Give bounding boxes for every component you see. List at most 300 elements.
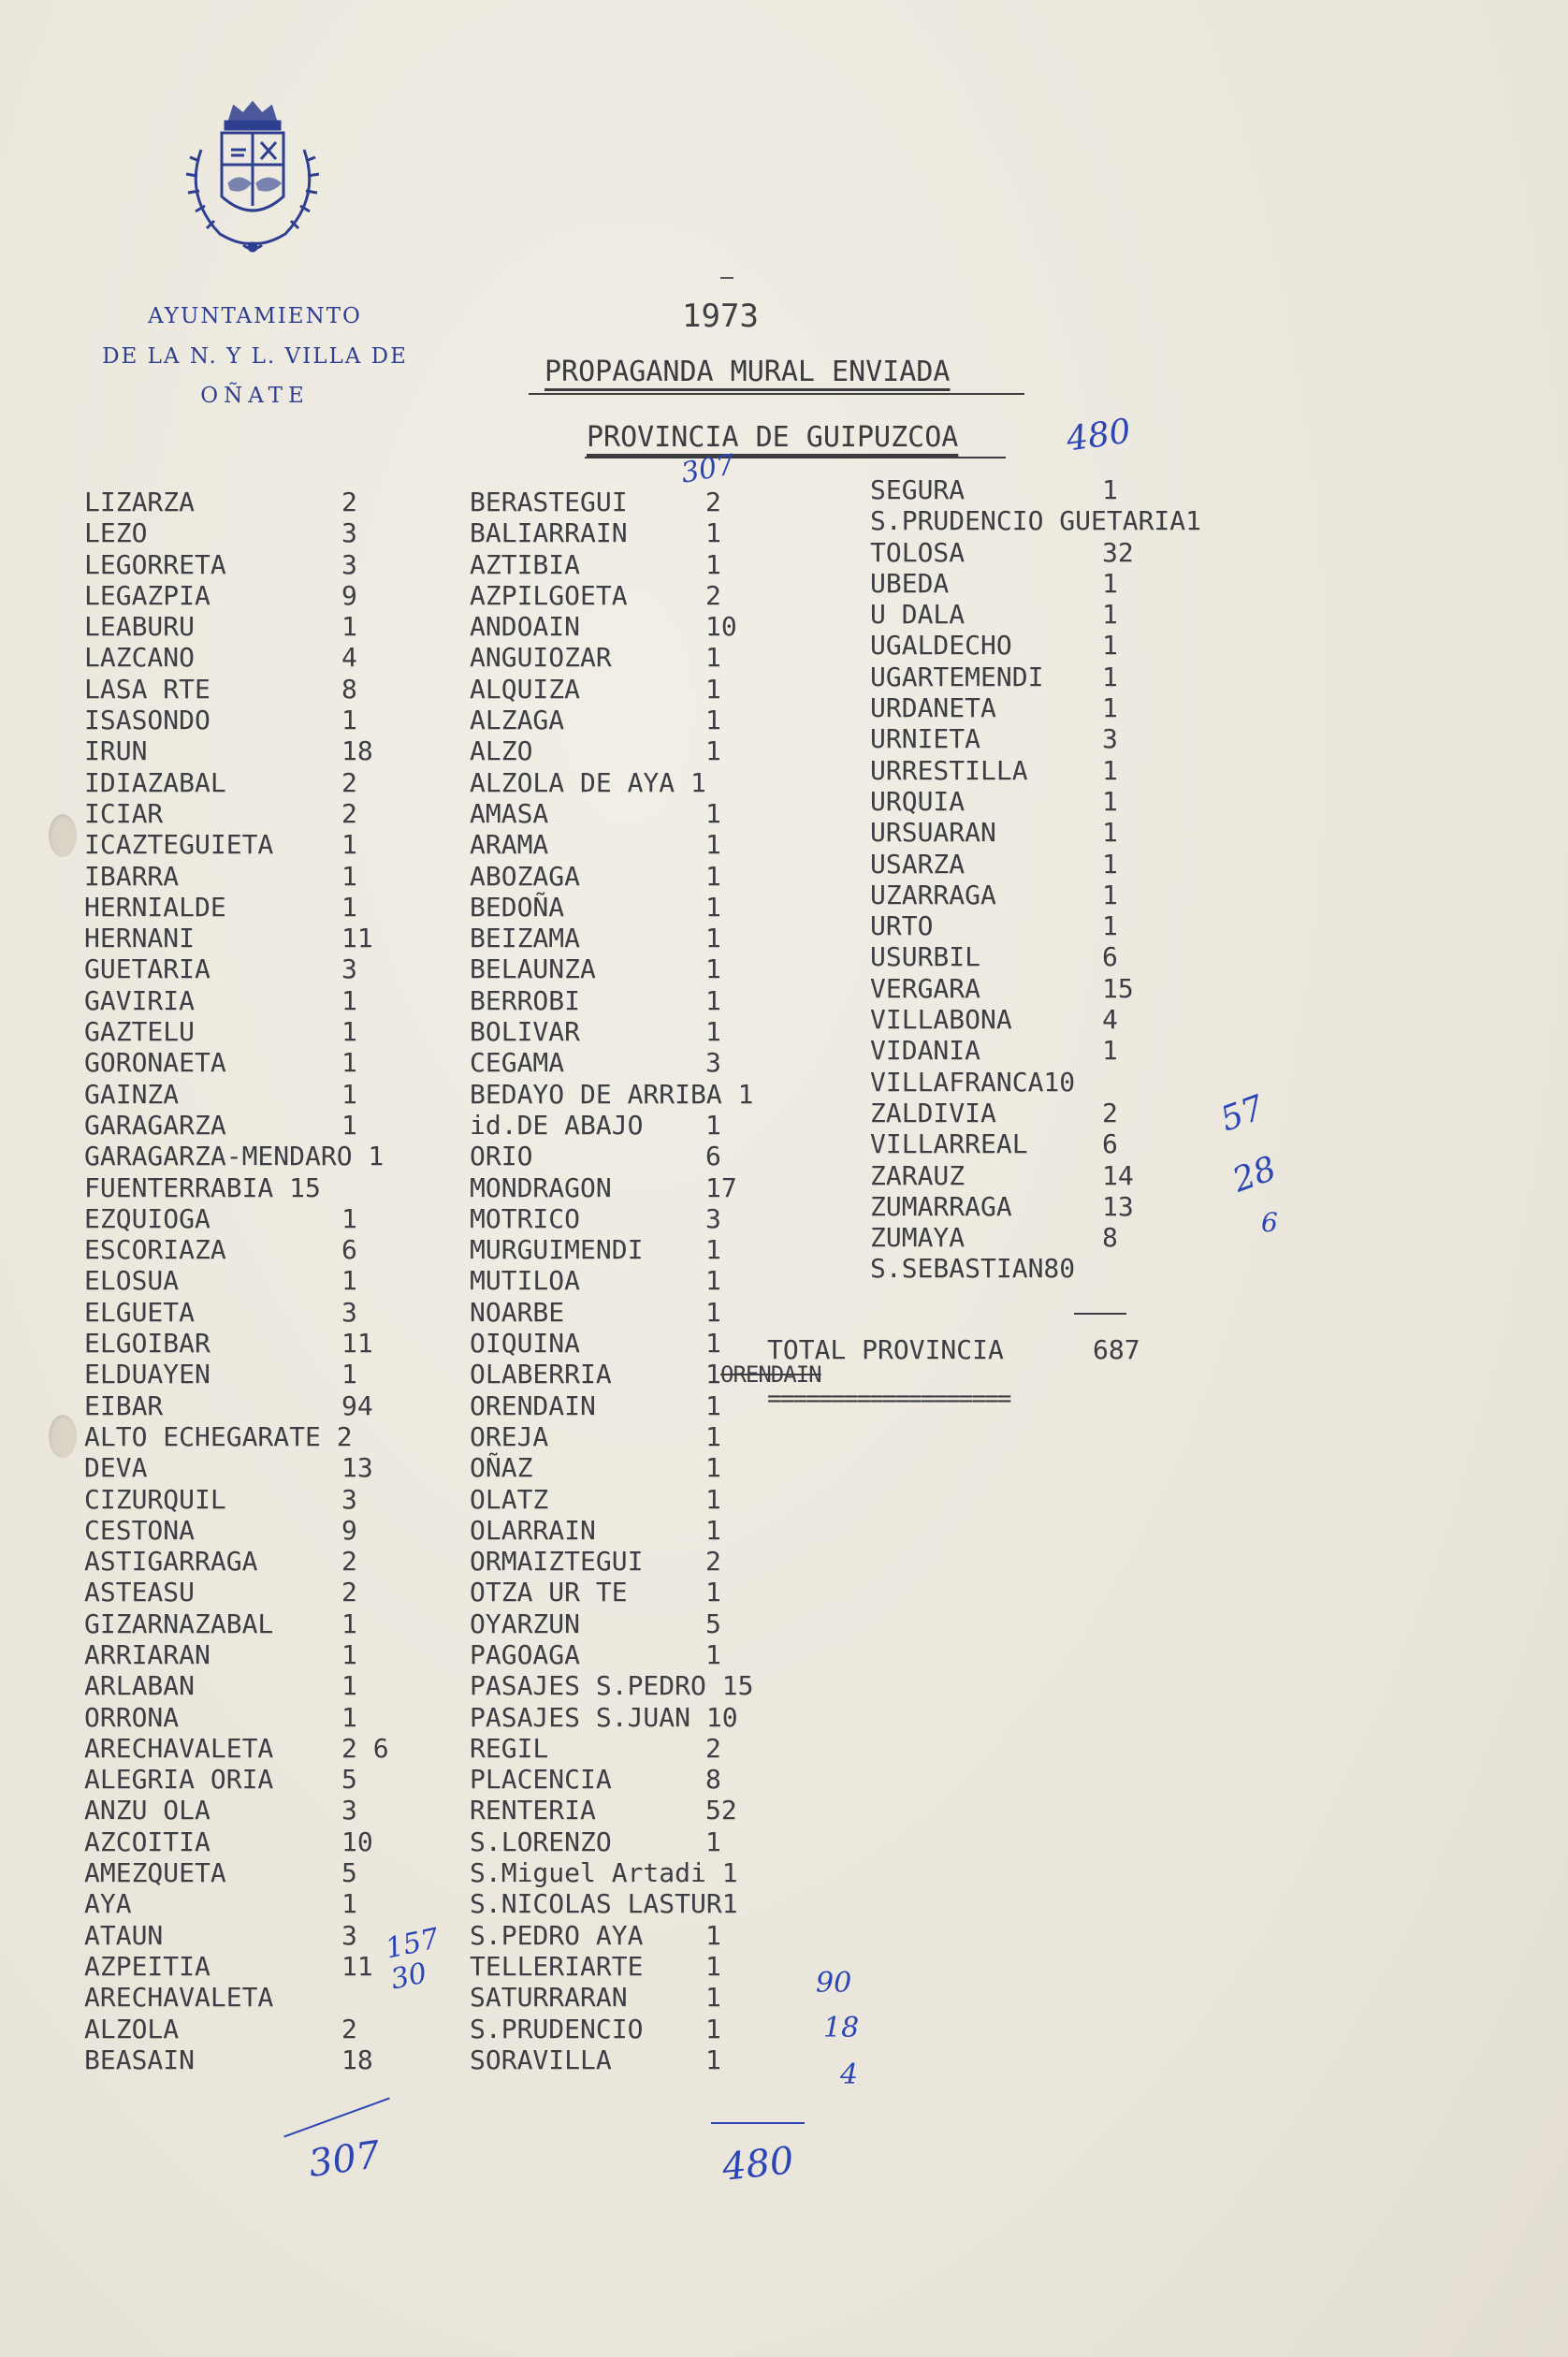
- list-item: [84, 1857, 421, 1888]
- list-item: [84, 735, 421, 766]
- municipality-name: OTZA UR TE: [470, 1577, 628, 1608]
- poster-count: 1: [341, 891, 357, 923]
- punch-hole-bottom: [49, 1415, 77, 1458]
- list-item: [84, 829, 421, 860]
- list-item: [870, 1004, 1263, 1035]
- list-item: [84, 1047, 421, 1078]
- municipality-name: MONDRAGON: [470, 1171, 612, 1203]
- handwritten-top-right: 480: [1064, 412, 1134, 459]
- municipality-name: ARECHAVALETA: [84, 1982, 274, 2014]
- list-item: [470, 1733, 825, 1764]
- municipality-name: URTO: [870, 910, 934, 942]
- poster-count: 1: [1102, 567, 1118, 599]
- list-item: [84, 1265, 421, 1296]
- subtitle-rule: [585, 457, 1006, 458]
- total-double-rule: ===================: [767, 1385, 1010, 1413]
- municipality-name: LEZO: [84, 517, 148, 549]
- municipality-name: AYA: [84, 1888, 132, 1920]
- list-item: [470, 953, 825, 984]
- municipality-name: AZPEITIA: [84, 1950, 211, 1982]
- list-item: [870, 537, 1263, 568]
- poster-count: 2: [341, 2013, 357, 2044]
- municipality-name: AMEZQUETA: [84, 1857, 226, 1889]
- handwritten-top-mid: 307: [678, 448, 737, 490]
- handwritten-note-c3: 6: [1261, 1207, 1278, 1238]
- poster-count: 1: [341, 1078, 357, 1110]
- poster-count: 2 6: [341, 1732, 389, 1764]
- poster-count: 9: [341, 579, 357, 611]
- municipality-name: BERROBI: [470, 984, 581, 1016]
- list-item: [870, 849, 1263, 880]
- poster-count: 1: [705, 1638, 721, 1670]
- list-item: [84, 953, 421, 984]
- poster-count: 2: [341, 1546, 357, 1578]
- list-item: [470, 1297, 825, 1328]
- poster-count: 1: [341, 611, 357, 643]
- list-item: [84, 798, 421, 829]
- year-mark: [720, 277, 733, 279]
- list-item: [470, 1826, 825, 1857]
- municipality-name: AZCOITIA: [84, 1826, 211, 1857]
- list-item: [84, 1079, 421, 1110]
- poster-count: 3: [341, 517, 357, 549]
- list-item: [84, 1920, 421, 1951]
- municipality-name: IDIAZABAL: [84, 766, 226, 798]
- poster-count: 1: [705, 735, 721, 767]
- poster-count: 1: [1102, 661, 1118, 692]
- municipality-name: GORONAETA: [84, 1047, 226, 1079]
- poster-count: 1: [705, 2044, 721, 2075]
- list-item: [870, 817, 1263, 848]
- total-value: 687: [1093, 1334, 1140, 1365]
- municipality-name: ANZU OLA: [84, 1795, 211, 1826]
- poster-count: 1: [341, 1608, 357, 1639]
- list-item: [470, 1888, 825, 1919]
- poster-count: 4: [1102, 1004, 1118, 1036]
- poster-count: 1: [341, 1701, 357, 1733]
- poster-count: 1: [705, 1483, 721, 1515]
- poster-count: 1: [1102, 785, 1118, 817]
- list-item: [470, 1577, 825, 1608]
- municipality-name: ELGOIBAR: [84, 1328, 211, 1360]
- poster-count: 1: [705, 1296, 721, 1328]
- poster-count: 2: [341, 487, 357, 517]
- poster-count: 1: [1102, 848, 1118, 880]
- municipality-name: EZQUIOGA: [84, 1202, 211, 1234]
- list-item: [470, 1421, 825, 1452]
- handwritten-note-b3: 4: [840, 2059, 859, 2091]
- municipality-name: S.PRUDENCIO GUETARIA1: [870, 505, 1202, 537]
- list-item: [84, 1390, 421, 1421]
- list-item: [84, 1110, 421, 1141]
- coat-of-arms-icon: [164, 94, 341, 271]
- poster-count: 2: [341, 766, 357, 798]
- poster-count: 1: [705, 860, 721, 892]
- municipality-name: HERNIALDE: [84, 891, 226, 923]
- municipality-name: ORENDAIN: [470, 1389, 596, 1421]
- municipality-name: ELOSUA: [84, 1265, 180, 1297]
- municipality-name: S.NICOLAS LASTUR1: [470, 1888, 738, 1920]
- municipality-name: ASTEASU: [84, 1577, 196, 1608]
- poster-count: 1: [705, 1328, 721, 1360]
- municipality-name: CESTONA: [84, 1514, 196, 1546]
- list-item: [870, 599, 1263, 630]
- poster-count: 1: [705, 705, 721, 736]
- municipality-name: ASTIGARRAGA: [84, 1546, 258, 1578]
- document-year: 1973: [682, 298, 759, 335]
- poster-count: 3: [341, 1919, 357, 1951]
- list-item: [84, 1733, 421, 1764]
- column-1-list: [84, 487, 421, 2075]
- municipality-name: ZALDIVIA: [870, 1097, 996, 1128]
- municipality-name: VIDANIA: [870, 1035, 981, 1067]
- poster-count: 2: [341, 1577, 357, 1608]
- municipality-name: OIQUINA: [470, 1328, 581, 1360]
- handwritten-col1-sum: 307: [306, 2132, 384, 2187]
- list-item: [470, 1639, 825, 1670]
- total-label: TOTAL PROVINCIA: [767, 1334, 1004, 1365]
- poster-count: 1: [1102, 474, 1118, 505]
- municipality-name: IRUN: [84, 735, 148, 767]
- list-item: [84, 1764, 421, 1795]
- poster-count: 1: [705, 1950, 721, 1982]
- municipality-name: GAVIRIA: [84, 984, 196, 1016]
- list-item: [470, 767, 825, 798]
- municipality-name: ALQUIZA: [470, 673, 581, 705]
- list-item: [84, 985, 421, 1016]
- poster-count: 13: [341, 1452, 373, 1484]
- municipality-name: ZARAUZ: [870, 1159, 965, 1191]
- poster-count: 1: [705, 1109, 721, 1141]
- municipality-name: BELAUNZA: [470, 953, 596, 985]
- municipality-name: ZUMAYA: [870, 1222, 965, 1254]
- list-item: [470, 1515, 825, 1546]
- list-item: [870, 1222, 1263, 1253]
- poster-count: 3: [341, 1296, 357, 1328]
- list-item: [84, 517, 421, 548]
- poster-count: 1: [705, 797, 721, 829]
- municipality-name: URRESTILLA: [870, 754, 1028, 786]
- poster-count: 1: [705, 1514, 721, 1546]
- list-item: [84, 892, 421, 923]
- list-item: [470, 1203, 825, 1234]
- municipality-name: UZARRAGA: [870, 879, 996, 910]
- list-item: [84, 1795, 421, 1826]
- poster-count: 1: [705, 1577, 721, 1608]
- list-item: [84, 1577, 421, 1608]
- list-item: [84, 861, 421, 892]
- poster-count: 94: [341, 1389, 373, 1421]
- letterhead-line-3: OÑATE: [200, 384, 310, 408]
- municipality-name: U DALA: [870, 599, 965, 631]
- municipality-name: OLABERRIA: [470, 1359, 612, 1390]
- municipality-name: USURBIL: [870, 941, 981, 973]
- poster-count: 1: [705, 1389, 721, 1421]
- poster-count: 1: [705, 1265, 721, 1297]
- poster-count: 4: [341, 642, 357, 674]
- handwritten-note-c2: 28: [1227, 1149, 1282, 1200]
- municipality-name: ELGUETA: [84, 1296, 196, 1328]
- municipality-name: VILLARREAL: [870, 1128, 1028, 1160]
- poster-count: 10: [341, 1826, 373, 1857]
- municipality-name: ZUMARRAGA: [870, 1190, 1012, 1222]
- poster-count: 1: [341, 1109, 357, 1141]
- list-item: [84, 1670, 421, 1701]
- municipality-name: ICAZTEGUIETA: [84, 829, 274, 861]
- municipality-name: UGALDECHO: [870, 630, 1012, 662]
- poster-count: 3: [341, 953, 357, 985]
- municipality-name: OYARZUN: [470, 1608, 581, 1639]
- poster-count: 32: [1102, 536, 1134, 568]
- list-item: [470, 517, 825, 548]
- list-item: [870, 723, 1263, 754]
- title-rule: [529, 393, 1024, 395]
- municipality-name: ALZAGA: [470, 705, 565, 736]
- list-item: [870, 505, 1263, 536]
- poster-count: 1: [341, 1670, 357, 1702]
- list-item: [84, 674, 421, 705]
- total-overline: [1074, 1313, 1126, 1315]
- poster-count: 17: [705, 1171, 737, 1203]
- municipality-name: ISASONDO: [84, 705, 211, 736]
- list-item: [84, 923, 421, 953]
- poster-count: 3: [341, 1483, 357, 1515]
- list-item: [84, 487, 421, 517]
- municipality-name: ORIO: [470, 1141, 533, 1172]
- municipality-name: CEGAMA: [470, 1047, 565, 1079]
- municipality-name: GAZTELU: [84, 1016, 196, 1048]
- list-item: [470, 861, 825, 892]
- poster-count: 1: [341, 1265, 357, 1297]
- list-item: [84, 1951, 421, 1982]
- municipality-name: ORMAIZTEGUI: [470, 1546, 644, 1578]
- poster-count: 1: [341, 984, 357, 1016]
- municipality-name: URNIETA: [870, 723, 981, 755]
- municipality-name: SATURRARAN: [470, 1982, 628, 2014]
- poster-count: 1: [341, 860, 357, 892]
- list-item: [470, 549, 825, 580]
- letterhead-line-2: DE LA N. Y L. VILLA DE: [102, 344, 408, 369]
- poster-count: 1: [1102, 817, 1118, 849]
- municipality-name: IBARRA: [84, 860, 180, 892]
- list-item: [870, 662, 1263, 692]
- municipality-name: LEGORRETA: [84, 548, 226, 580]
- document-title: PROPAGANDA MURAL ENVIADA: [544, 356, 951, 388]
- municipality-name: id.DE ABAJO: [470, 1109, 644, 1141]
- poster-count: 1: [341, 1047, 357, 1079]
- list-item: [870, 474, 1263, 505]
- poster-count: 6: [705, 1141, 721, 1172]
- municipality-name: HERNANI: [84, 923, 196, 954]
- poster-count: 2: [341, 797, 357, 829]
- municipality-name: ANGUIOZAR: [470, 642, 612, 674]
- list-item: [84, 1608, 421, 1639]
- municipality-name: ICIAR: [84, 797, 164, 829]
- list-item: [470, 1172, 825, 1203]
- struck-entry: ORENDAIN: [720, 1361, 821, 1388]
- list-item: [870, 880, 1263, 910]
- list-item: [470, 985, 825, 1016]
- poster-count: 1: [1102, 692, 1118, 724]
- municipality-name: ALTO ECHEGARATE 2: [84, 1420, 353, 1452]
- list-item: [84, 1515, 421, 1546]
- poster-count: 3: [341, 548, 357, 580]
- list-item: [84, 1546, 421, 1577]
- municipality-name: S.PEDRO AYA: [470, 1919, 644, 1951]
- list-item: [470, 1265, 825, 1296]
- poster-count: 8: [1102, 1222, 1118, 1254]
- municipality-name: BERASTEGUI: [470, 487, 628, 517]
- poster-count: 11: [341, 1328, 373, 1360]
- list-item: [84, 1452, 421, 1483]
- list-item: [84, 1888, 421, 1919]
- poster-count: 1: [705, 829, 721, 861]
- poster-count: 5: [341, 1857, 357, 1889]
- list-item: [470, 1484, 825, 1515]
- poster-count: 5: [341, 1764, 357, 1796]
- municipality-name: S.Miguel Artadi 1: [470, 1857, 738, 1889]
- poster-count: 6: [341, 1234, 357, 1266]
- poster-count: 1: [705, 1016, 721, 1048]
- poster-count: 10: [705, 611, 737, 643]
- municipality-name: ATAUN: [84, 1919, 164, 1951]
- poster-count: 14: [1102, 1159, 1134, 1191]
- municipality-name: LEABURU: [84, 611, 196, 643]
- municipality-name: S.SEBASTIAN80: [870, 1253, 1076, 1285]
- poster-count: 1: [705, 548, 721, 580]
- col1-sum-rule: [283, 2098, 389, 2138]
- list-item: [84, 1359, 421, 1389]
- poster-count: 3: [1102, 723, 1118, 755]
- poster-count: 1: [705, 1919, 721, 1951]
- municipality-name: DEVA: [84, 1452, 148, 1484]
- municipality-name: RENTERIA: [470, 1795, 596, 1826]
- list-item: [470, 1079, 825, 1110]
- list-item: [470, 705, 825, 735]
- municipality-name: ARLABAN: [84, 1670, 196, 1702]
- list-item: [84, 1172, 421, 1203]
- list-item: [470, 1702, 825, 1733]
- municipality-name: PASAJES S.JUAN 10: [470, 1701, 738, 1733]
- poster-count: 1: [1102, 879, 1118, 910]
- poster-count: 1: [705, 673, 721, 705]
- poster-count: 1: [1102, 754, 1118, 786]
- poster-count: 1: [705, 1982, 721, 2014]
- municipality-name: PASAJES S.PEDRO 15: [470, 1670, 754, 1702]
- municipality-name: BEASAIN: [84, 2044, 196, 2075]
- list-item: [870, 1067, 1263, 1098]
- list-item: [84, 1234, 421, 1265]
- list-item: [870, 568, 1263, 599]
- municipality-name: BEIZAMA: [470, 923, 581, 954]
- municipality-name: OLARRAIN: [470, 1514, 596, 1546]
- list-item: [84, 1421, 421, 1452]
- handwritten-note-a2: 30: [387, 1957, 430, 1997]
- list-item: [470, 1795, 825, 1826]
- poster-count: 18: [341, 2044, 373, 2075]
- list-item: [470, 674, 825, 705]
- list-item: [84, 1328, 421, 1359]
- municipality-name: ORRONA: [84, 1701, 180, 1733]
- poster-count: 1: [705, 923, 721, 954]
- punch-hole-top: [49, 814, 77, 857]
- poster-count: 1: [1102, 1035, 1118, 1067]
- municipality-name: ARECHAVALETA: [84, 1732, 274, 1764]
- list-item: [470, 1234, 825, 1265]
- list-item: [470, 1764, 825, 1795]
- poster-count: 18: [341, 735, 373, 767]
- municipality-name: EIBAR: [84, 1389, 164, 1421]
- list-item: [470, 1110, 825, 1141]
- municipality-name: URQUIA: [870, 785, 965, 817]
- poster-count: 2: [705, 579, 721, 611]
- poster-count: 1: [705, 642, 721, 674]
- municipality-name: ARAMA: [470, 829, 549, 861]
- list-item: [470, 1857, 825, 1888]
- list-item: [84, 549, 421, 580]
- poster-count: 5: [705, 1608, 721, 1639]
- list-item: [84, 1639, 421, 1670]
- municipality-name: URSUARAN: [870, 817, 996, 849]
- municipality-name: VERGARA: [870, 972, 981, 1004]
- municipality-name: UBEDA: [870, 567, 950, 599]
- municipality-name: USARZA: [870, 848, 965, 880]
- list-item: [470, 892, 825, 923]
- list-item: [470, 1141, 825, 1171]
- municipality-name: AZTIBIA: [470, 548, 581, 580]
- list-item: [84, 1141, 421, 1171]
- list-item: [470, 923, 825, 953]
- list-item: [870, 755, 1263, 786]
- municipality-name: GIZARNAZABAL: [84, 1608, 274, 1639]
- list-item: [84, 642, 421, 673]
- list-item: [470, 2044, 825, 2075]
- municipality-name: REGIL: [470, 1732, 549, 1764]
- poster-count: 1: [1102, 910, 1118, 942]
- list-item: [470, 580, 825, 611]
- list-item: [870, 1098, 1263, 1128]
- municipality-name: ARRIARAN: [84, 1638, 211, 1670]
- poster-count: 1: [341, 829, 357, 861]
- municipality-name: PLACENCIA: [470, 1764, 612, 1796]
- municipality-name: GARAGARZA-MENDARO 1: [84, 1141, 385, 1172]
- handwritten-note-b1: 90: [816, 1967, 852, 2000]
- list-item: [470, 1920, 825, 1951]
- poster-count: 6: [1102, 941, 1118, 973]
- list-item: [870, 1035, 1263, 1066]
- list-item: [870, 630, 1263, 661]
- list-item: [84, 767, 421, 798]
- poster-count: 11: [341, 1950, 373, 1982]
- poster-count: 1: [705, 1420, 721, 1452]
- poster-count: 1: [705, 1826, 721, 1857]
- municipality-name: SEGURA: [870, 474, 965, 505]
- poster-count: 1: [705, 953, 721, 985]
- poster-count: 2: [1102, 1097, 1118, 1128]
- poster-count: 1: [705, 1359, 721, 1390]
- municipality-name: ANDOAIN: [470, 611, 581, 643]
- municipality-name: BALIARRAIN: [470, 517, 628, 549]
- municipality-name: FUENTERRABIA 15: [84, 1171, 321, 1203]
- list-item: [870, 910, 1263, 941]
- list-item: [84, 1982, 421, 2013]
- list-item: [870, 692, 1263, 723]
- poster-count: 2: [705, 487, 721, 517]
- municipality-name: ALZO: [470, 735, 533, 767]
- list-item: [84, 1484, 421, 1515]
- list-item: [470, 1951, 825, 1982]
- municipality-name: VILLABONA: [870, 1004, 1012, 1036]
